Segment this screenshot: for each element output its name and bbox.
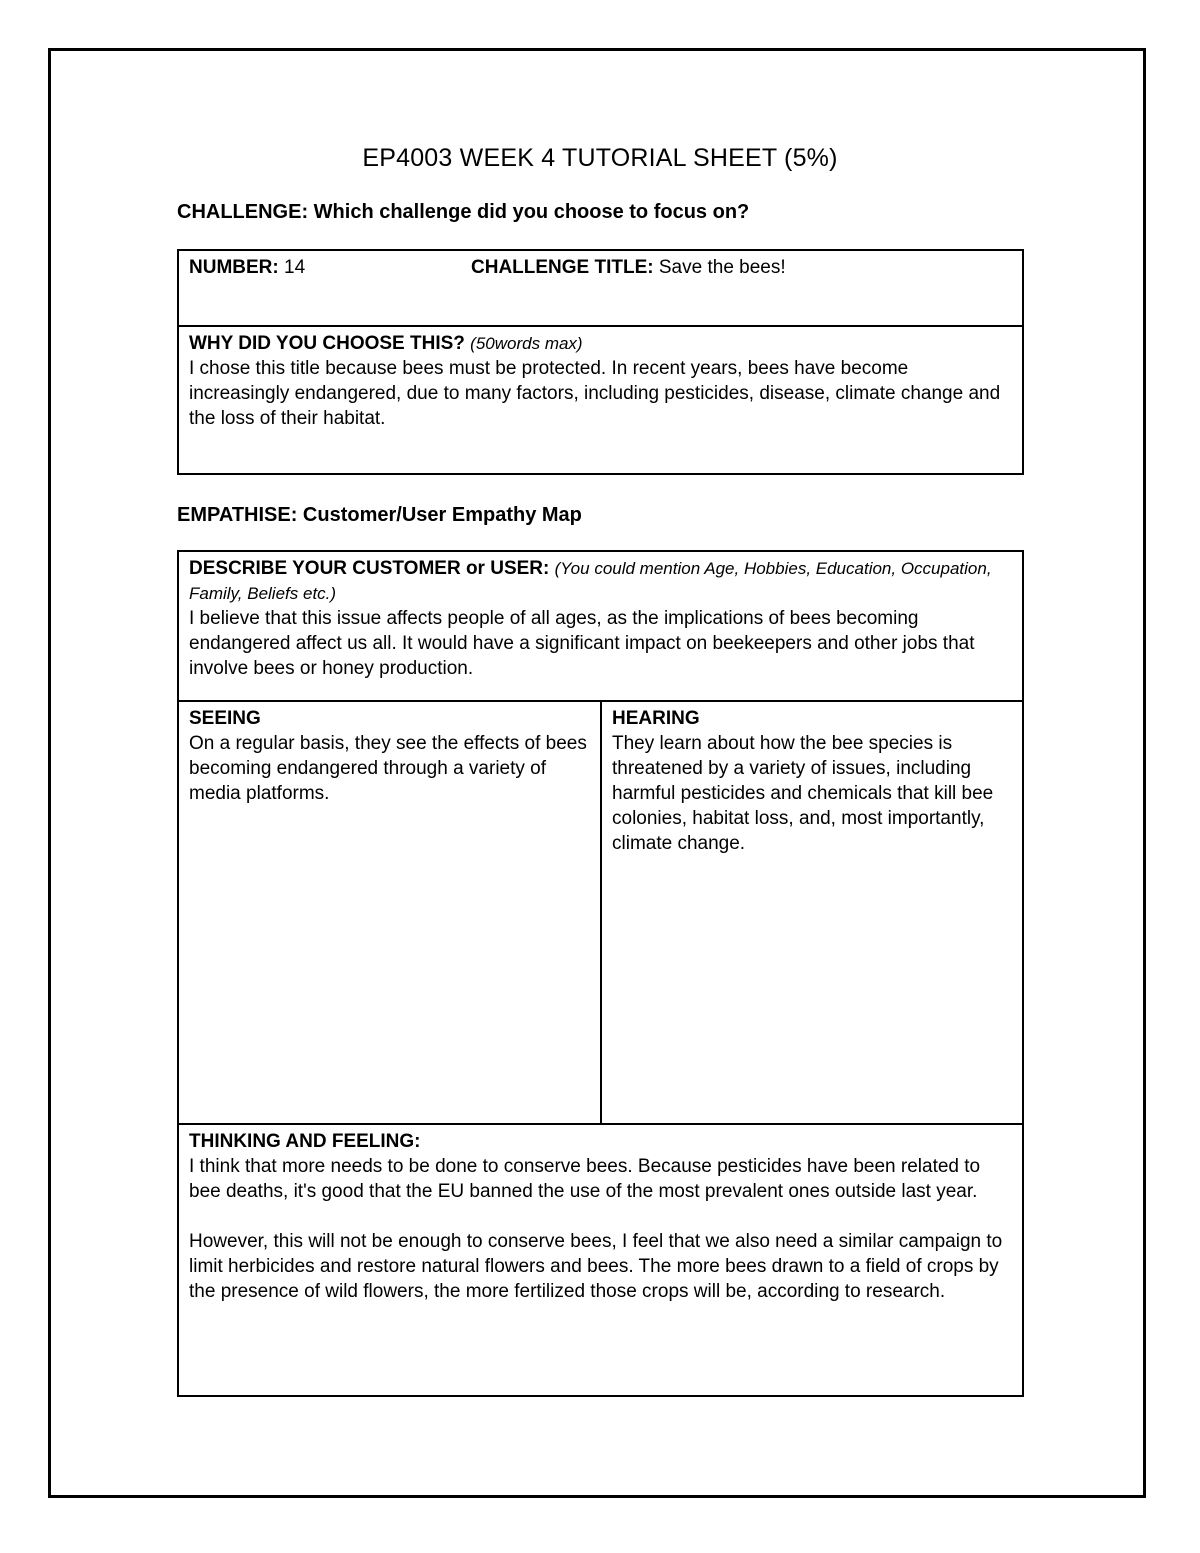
hearing-cell — [602, 702, 1022, 856]
empathy-map-box — [177, 550, 1024, 1397]
challenge-heading-label: CHALLENGE — [177, 201, 302, 223]
document-title: EP4003 WEEK 4 TUTORIAL SHEET (5%) — [362, 144, 838, 172]
thinking-text-2: However, this will not be enough to conserve bees, I feel that we also need a similar campaign to limit herbicides and restore natural flowers and bees. The more bees drawn to a field of crops by the presence of wild flowers, the more fertilized those crops will be, according to research. — [189, 1231, 1003, 1302]
empathise-heading: EMPATHISE: Customer/User Empathy Map — [177, 504, 582, 526]
thinking-text-1: I think that more needs to be done to conserve bees. Because pesticides have been related to bee deaths, it's good that the EU banned the use of the most prevalent ones outside last year. — [189, 1156, 981, 1202]
why-label: WHY DID YOU CHOOSE THIS? — [189, 333, 465, 354]
why-hint: (50words max) — [470, 334, 583, 353]
challenge-title-value: Save the bees! — [653, 257, 786, 278]
number-label: NUMBER: — [189, 257, 279, 278]
hearing-label: HEARING — [612, 708, 700, 729]
challenge-heading-question: : Which challenge did you choose to focus on? — [301, 201, 750, 223]
challenge-title-field — [471, 255, 786, 280]
seeing-cell — [179, 702, 601, 806]
seeing-label: SEEING — [189, 708, 261, 729]
hearing-text: They learn about how the bee species is threatened by a variety of issues, including harmful pesticides and chemicals that kill bee colonies, habitat loss, and, most importantly, climate change. — [612, 733, 994, 854]
thinking-label: THINKING AND FEELING: — [189, 1131, 421, 1152]
challenge-box — [177, 249, 1024, 475]
thinking-feeling-cell — [179, 1125, 1022, 1304]
describe-cell — [179, 552, 1022, 681]
challenge-heading — [177, 201, 749, 224]
why-cell — [179, 327, 1022, 431]
describe-text: I believe that this issue affects people of all ages, as the implications of bees becoming endangered affect us all. It would have a significant impact on beekeepers and other jobs that involve bees or honey production. — [189, 608, 975, 679]
why-text: I chose this title because bees must be protected. In recent years, bees have become increasingly endangered, due to many factors, including pesticides, disease, climate change and the loss of their habitat. — [189, 358, 1001, 429]
seeing-text: On a regular basis, they see the effects of bees becoming endangered through a variety of media platforms. — [189, 733, 587, 804]
challenge-title-label: CHALLENGE TITLE: — [471, 257, 654, 278]
number-value: 14 — [278, 257, 306, 278]
describe-label: DESCRIBE YOUR CUSTOMER or USER: — [189, 558, 550, 579]
describe-hint: (You could mention Age, Hobbies, Education, Occupation, Family, Beliefs etc.) — [189, 559, 992, 603]
number-field — [189, 255, 305, 280]
